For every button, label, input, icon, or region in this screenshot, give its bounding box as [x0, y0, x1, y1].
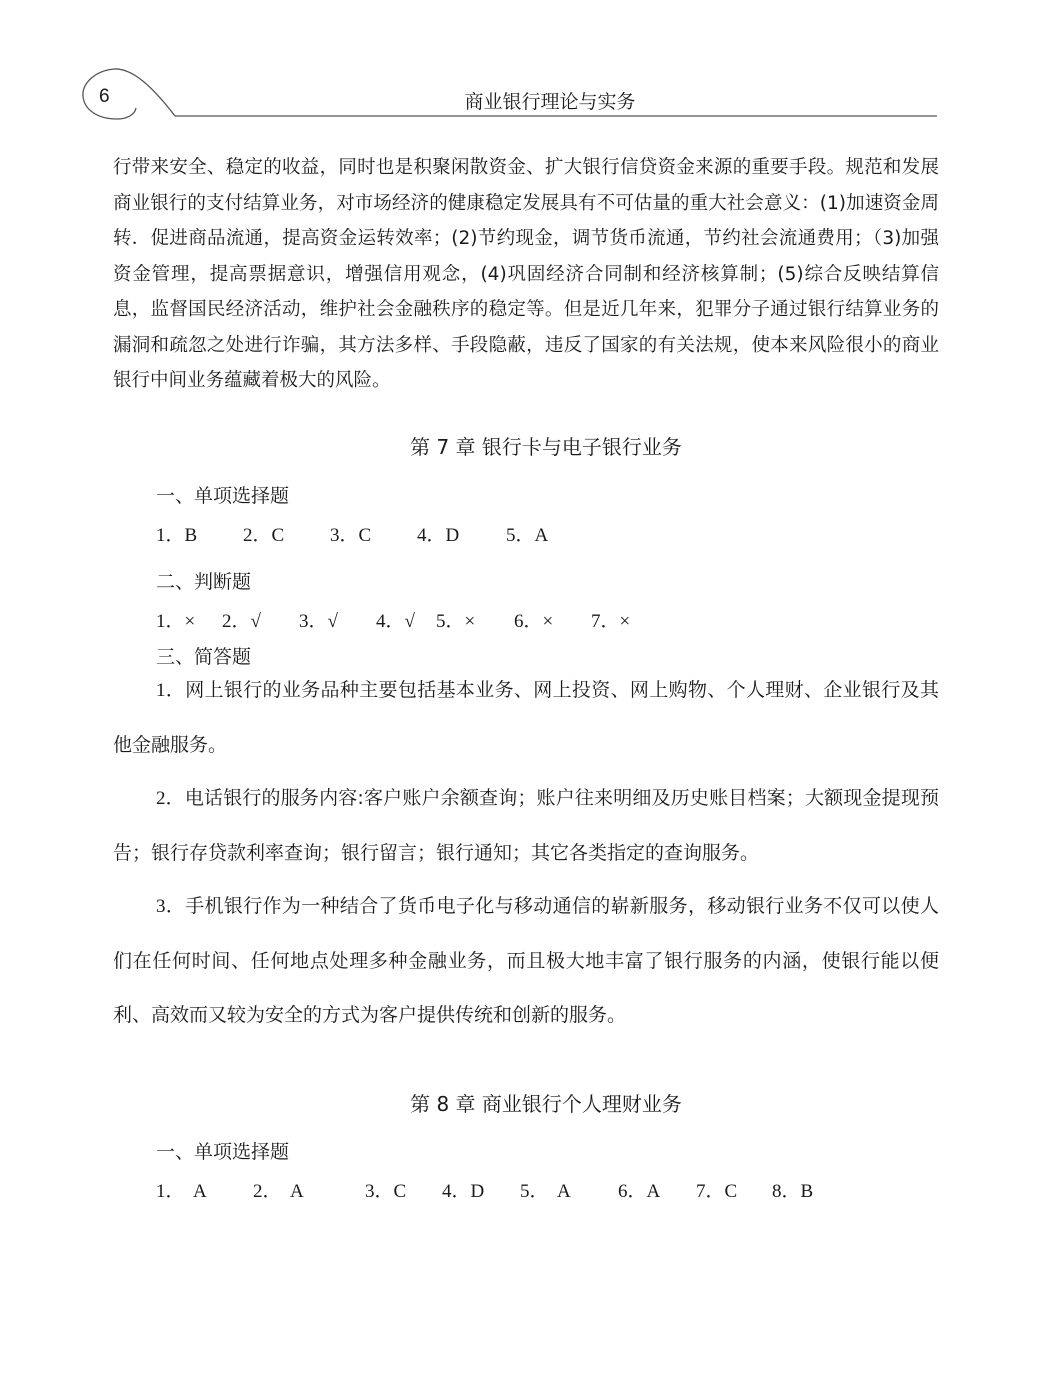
ch7-mc-answers — [156, 520, 656, 544]
answer-item: 4．D — [417, 525, 460, 546]
chapter-8-title: 第 8 章 商业银行个人理财业务 — [410, 1092, 682, 1116]
ch7-section-short-heading: 三、简答题 — [156, 646, 252, 668]
short-answer-number: 1． — [156, 680, 186, 701]
answer-item: 8．B — [772, 1181, 814, 1202]
short-answer-text: 手机银行作为一种结合了货币电子化与移动通信的崭新服务，移动银行业务不仅可以使人们在任何时间、任何地点处理多种金融业务，而且极大地丰富了银行服务的内涵，使银行能以便利、高效而又较为安全的方式为客户提供传统和创新的服务。 — [113, 895, 939, 1026]
short-answer-number: 2． — [156, 788, 185, 809]
answer-item: 3．√ — [299, 611, 338, 632]
short-answer-text: 电话银行的服务内容:客户账户余额查询；账户往来明细及历史账目档案；大额现金提现预告；银行存贷款利率查询；银行留言；银行通知；其它各类指定的查询服务。 — [113, 787, 939, 864]
answer-item: 5． A — [520, 1181, 571, 1202]
answer-item: 3．C — [365, 1181, 407, 1202]
short-answer-1 — [113, 663, 939, 772]
answer-item: 6．A — [618, 1181, 661, 1202]
answer-item: 5．A — [506, 525, 549, 546]
ch8-mc-answers — [156, 1176, 876, 1200]
answer-item: 7．× — [591, 611, 631, 632]
answer-item: 1．× — [156, 611, 196, 632]
answer-item: 2． A — [253, 1181, 304, 1202]
short-answer-2 — [113, 771, 939, 880]
answer-item: 1．B — [156, 525, 198, 546]
answer-item: 3．C — [330, 525, 372, 546]
answer-item: 5．× — [436, 611, 476, 632]
short-answer-text: 网上银行的业务品种主要包括基本业务、网上投资、网上购物、个人理财、企业银行及其他金融服务。 — [113, 679, 939, 756]
page-number: 6 — [99, 86, 110, 107]
answer-item: 2．C — [243, 525, 285, 546]
chapter-7-title: 第 7 章 银行卡与电子银行业务 — [410, 435, 682, 459]
answer-item: 6．× — [514, 611, 554, 632]
answer-item: 4．√ — [376, 611, 415, 632]
ch7-section-tf-heading: 二、判断题 — [156, 571, 252, 593]
short-answer-3 — [113, 879, 939, 1042]
ch7-section-mc-heading: 一、单项选择题 — [156, 485, 290, 507]
answer-item: 7．C — [696, 1181, 738, 1202]
ch7-tf-answers — [156, 606, 756, 630]
answer-item: 2．√ — [222, 611, 261, 632]
short-answer-number: 3． — [156, 896, 186, 917]
ch8-section-mc-heading: 一、单项选择题 — [156, 1141, 290, 1163]
intro-paragraph: 行带来安全、稳定的收益，同时也是积聚闲散资金、扩大银行信贷资金来源的重要手段。规范和发展商业银行的支付结算业务，对市场经济的健康稳定发展具有不可估量的重大社会意义：(1)加速资金周转．促进商品流通，提高资金运转效率；(2)节约现金，调节货币流通，节约社会流通费用；（3)加强资金管理，提高票据意识，增强信用观念，(4)巩固经济合同制和经济核算制；(5)综合反映结算信息，监督国民经济活动，维护社会金融秩序的稳定等。但是近几年来，犯罪分子通过银行结算业务的漏洞和疏忽之处进行诈骗，其方法多样、手段隐蔽，违反了国家的有关法规，使本来风险很小的商业银行中间业务蕴藏着极大的风险。 — [113, 157, 939, 391]
answer-item: 4．D — [442, 1181, 485, 1202]
answer-item: 1． A — [156, 1181, 207, 1202]
running-title: 商业银行理论与实务 — [464, 91, 636, 113]
